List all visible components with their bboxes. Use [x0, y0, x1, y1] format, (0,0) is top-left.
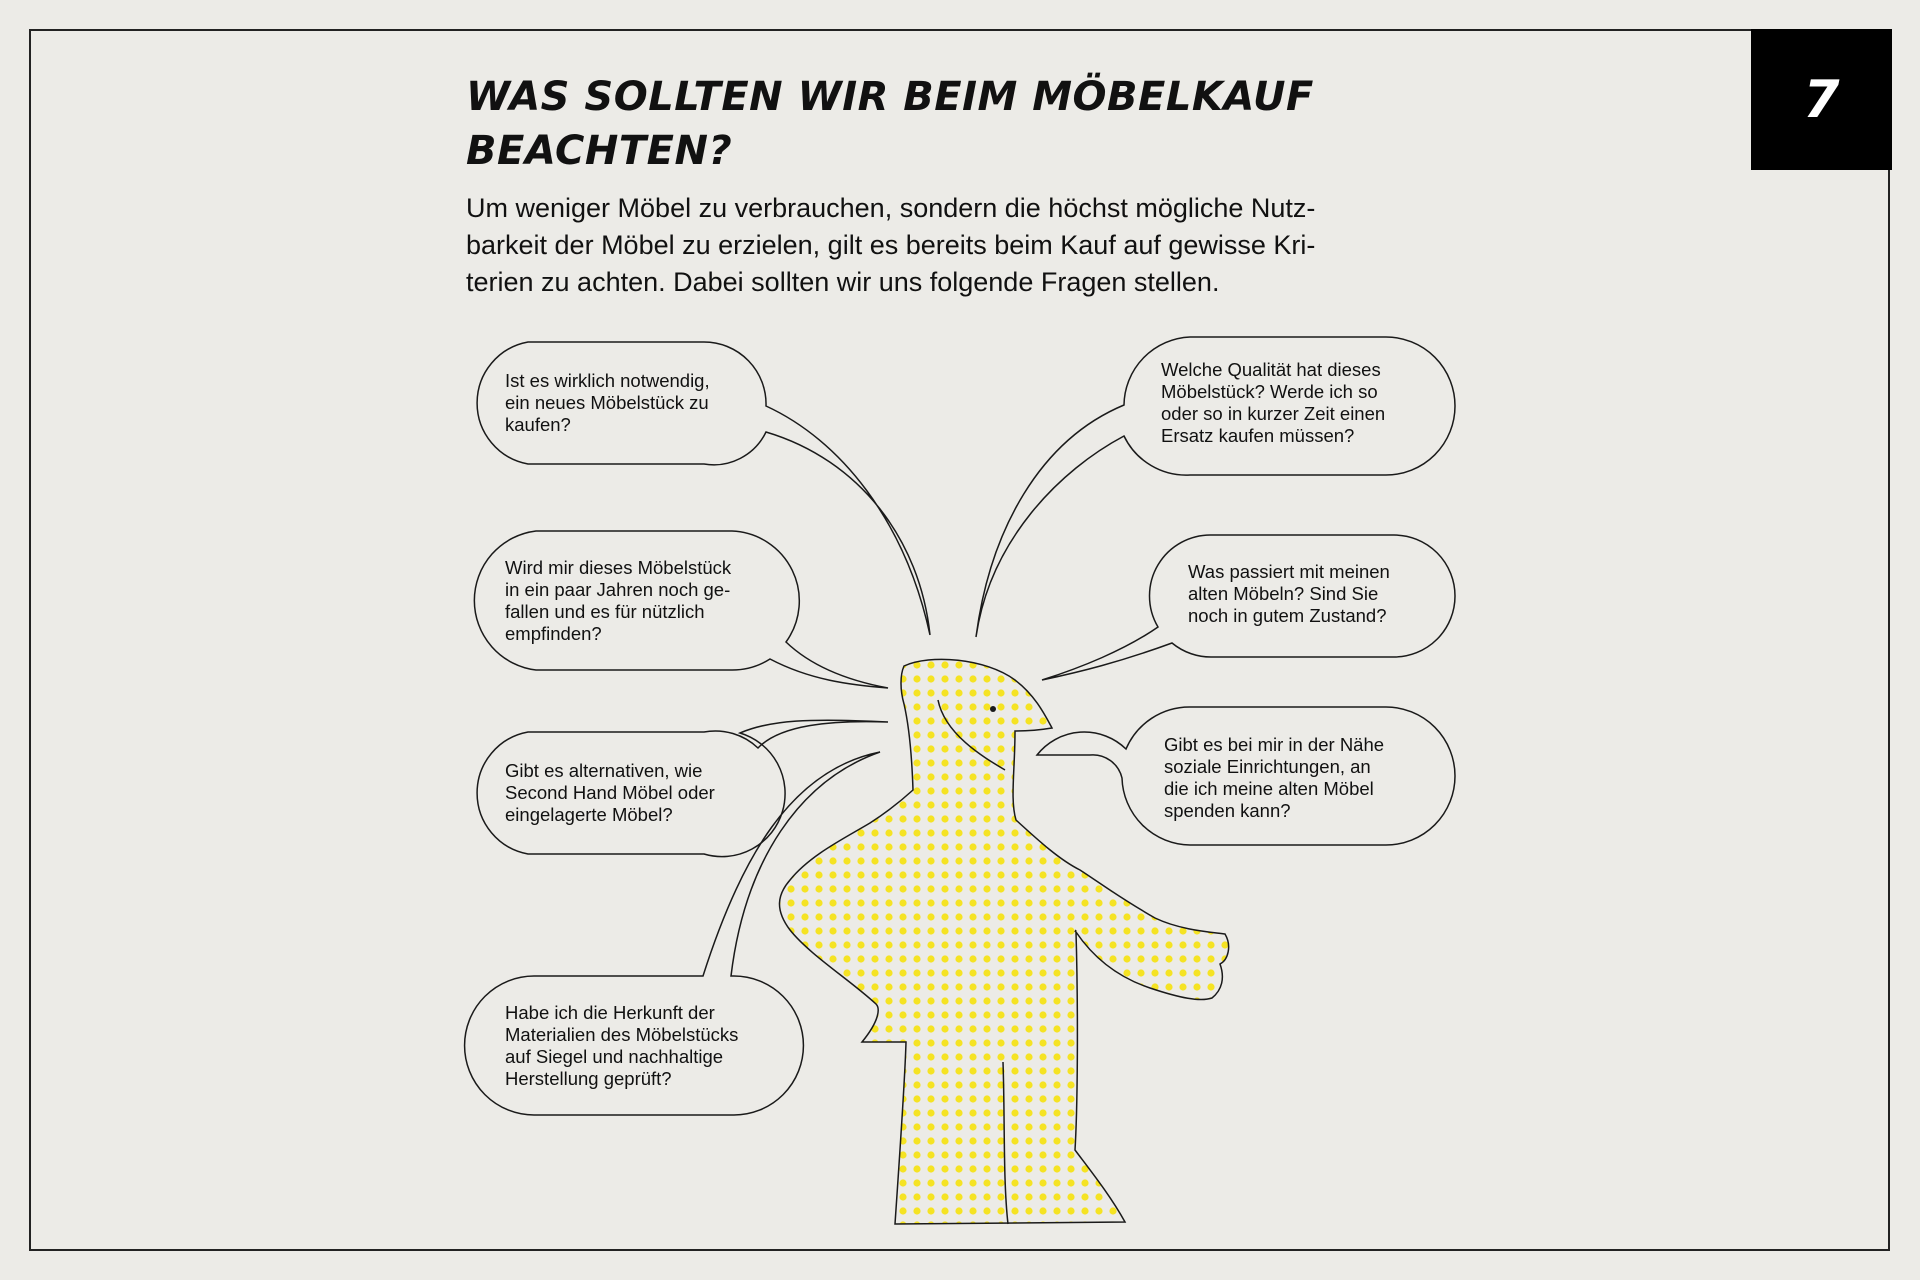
question-line: Wird mir dieses Möbelstück: [505, 557, 732, 578]
question-line: in ein paar Jahren noch ge-: [505, 579, 731, 600]
question-line: Materialien des Möbelstücks: [505, 1024, 739, 1045]
question-line: noch in gutem Zustand?: [1188, 605, 1387, 626]
intro-line: terien zu achten. Dabei sollten wir uns folgende Fragen stellen.: [466, 267, 1220, 297]
question-3: [505, 760, 715, 826]
figure-eye: [990, 706, 996, 712]
question-line: spenden kann?: [1164, 800, 1291, 821]
question-2: [505, 557, 731, 645]
question-1: [505, 370, 710, 436]
question-line: Habe ich die Herkunft der: [505, 1002, 715, 1023]
question-line: Herstellung geprüft?: [505, 1068, 672, 1089]
page-number: 7: [1803, 69, 1840, 130]
question-line: auf Siegel und nachhaltige: [505, 1046, 724, 1067]
intro-line: barkeit der Möbel zu erzielen, gilt es bereits beim Kauf auf gewisse Kri-: [466, 230, 1316, 260]
question-line: kaufen?: [505, 414, 571, 435]
question-line: Was passiert mit meinen: [1188, 561, 1390, 582]
question-line: Ersatz kaufen müssen?: [1161, 425, 1355, 446]
question-line: Gibt es bei mir in der Nähe: [1164, 734, 1385, 755]
title-line: WAS SOLLTEN WIR BEIM MÖBELKAUF: [466, 74, 1314, 120]
question-line: empfinden?: [505, 623, 602, 644]
question-line: Möbelstück? Werde ich so: [1161, 381, 1378, 402]
title-line: BEACHTEN?: [466, 128, 733, 174]
question-4: [505, 1002, 738, 1090]
question-line: Welche Qualität hat dieses: [1161, 359, 1381, 380]
question-line: eingelagerte Möbel?: [505, 804, 673, 825]
question-line: die ich meine alten Möbel: [1164, 778, 1374, 799]
question-line: Second Hand Möbel oder: [505, 782, 715, 803]
question-line: alten Möbeln? Sind Sie: [1188, 583, 1379, 604]
question-line: Ist es wirklich notwendig,: [505, 370, 710, 391]
question-line: fallen und es für nützlich: [505, 601, 705, 622]
question-line: ein neues Möbelstück zu: [505, 392, 709, 413]
figure-arm-line: [1075, 930, 1076, 932]
question-line: oder so in kurzer Zeit einen: [1161, 403, 1386, 424]
question-line: Gibt es alternativen, wie: [505, 760, 703, 781]
question-6: [1188, 561, 1390, 627]
question-7: [1164, 734, 1384, 822]
question-line: soziale Einrichtungen, an: [1164, 756, 1371, 777]
intro-line: Um weniger Möbel zu verbrauchen, sondern die höchst mögliche Nutz-: [466, 193, 1316, 223]
question-5: [1161, 359, 1385, 447]
